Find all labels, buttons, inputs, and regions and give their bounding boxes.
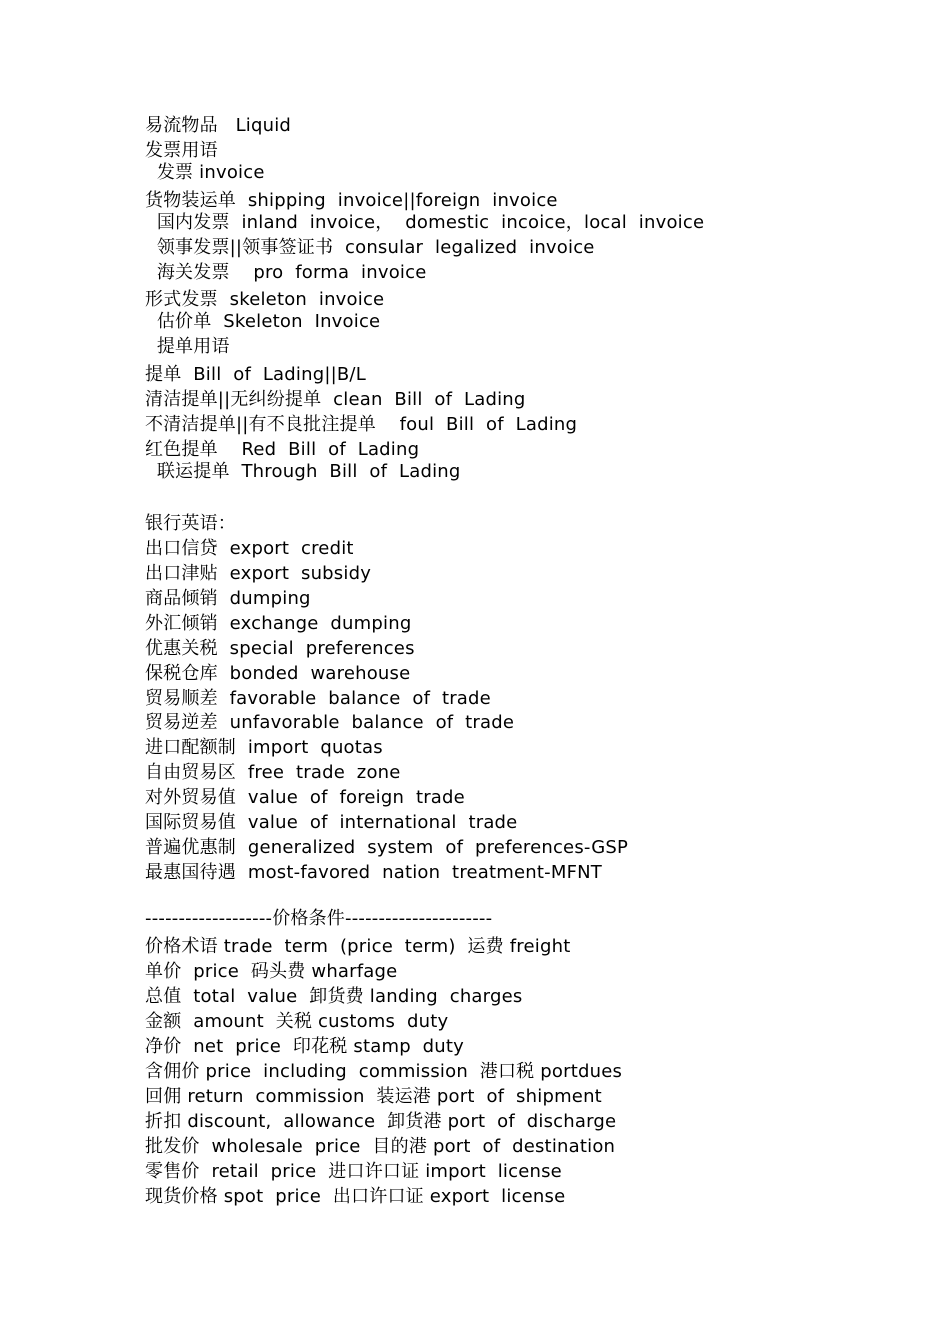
text-line: 净价 net price 印花税 stamp duty	[145, 1036, 465, 1057]
text-line: 金额 amount 关税 customs duty	[145, 1011, 449, 1032]
text-line: 商品倾销 dumping	[145, 588, 311, 609]
text-line: 易流物品 Liquid	[145, 115, 292, 136]
text-line: 贸易顺差 favorable balance of trade	[145, 688, 491, 709]
text-line: 总值 total value 卸货费 landing charges	[145, 986, 523, 1007]
text-line: 保税仓库 bonded warehouse	[145, 663, 411, 684]
text-line: 对外贸易值 value of foreign trade	[145, 787, 465, 808]
text-line: 国际贸易值 value of international trade	[145, 812, 518, 833]
section-heading-invoice-terms: 发票用语	[145, 140, 218, 161]
text-line: 自由贸易区 free trade zone	[145, 762, 401, 783]
text-line: 含佣价 price including commission 港口税 portdues	[145, 1061, 623, 1082]
text-line: 估价单 Skeleton Invoice	[145, 311, 381, 332]
text-line: 出口信贷 export credit	[145, 538, 354, 559]
text-line: 最惠国待遇 most-favored nation treatment-MFNT	[145, 862, 602, 883]
text-line: 海关发票 pro forma invoice	[145, 262, 427, 283]
text-line: 出口津贴 export subsidy	[145, 563, 372, 584]
text-line: 提单 Bill of Lading||B/L	[145, 364, 366, 385]
text-line: 回佣 return commission 装运港 port of shipment	[145, 1086, 602, 1107]
text-line: 优惠关税 special preferences	[145, 638, 415, 659]
text-line: 价格术语 trade term (price term) 运费 freight	[145, 936, 571, 957]
text-line: 形式发票 skeleton invoice	[145, 289, 385, 310]
text-line: 领事发票||领事签证书 consular legalized invoice	[145, 237, 595, 258]
text-line: 清洁提单||无纠纷提单 clean Bill of Lading	[145, 389, 526, 410]
text-line: 联运提单 Through Bill of Lading	[145, 461, 461, 482]
text-line: 普遍优惠制 generalized system of preferences-GSP	[145, 837, 629, 858]
text-line: 国内发票 inland invoice， domestic incoice，local invoice	[145, 212, 705, 233]
text-line: 零售价 retail price 进口许口证 import license	[145, 1161, 562, 1182]
text-line: 外汇倾销 exchange dumping	[145, 613, 412, 634]
section-heading-bill-of-lading: 提单用语	[145, 336, 230, 357]
section-heading-banking-english: 银行英语：	[145, 513, 236, 534]
text-line: 红色提单 Red Bill of Lading	[145, 439, 420, 460]
text-line: 货物装运单 shipping invoice||foreign invoice	[145, 190, 558, 211]
section-divider-price-terms: -------------------价格条件----------------------	[145, 908, 493, 929]
text-line: 发票 invoice	[145, 162, 265, 183]
text-line: 进口配额制 import quotas	[145, 737, 383, 758]
text-line: 现货价格 spot price 出口许口证 export license	[145, 1186, 566, 1207]
text-line: 批发价 wholesale price 目的港 port of destination	[145, 1136, 616, 1157]
text-line: 不清洁提单||有不良批注提单 foul Bill of Lading	[145, 414, 578, 435]
text-line: 折扣 discount, allowance 卸货港 port of discharge	[145, 1111, 617, 1132]
text-line: 单价 price 码头费 wharfage	[145, 961, 398, 982]
text-line: 贸易逆差 unfavorable balance of trade	[145, 712, 515, 733]
